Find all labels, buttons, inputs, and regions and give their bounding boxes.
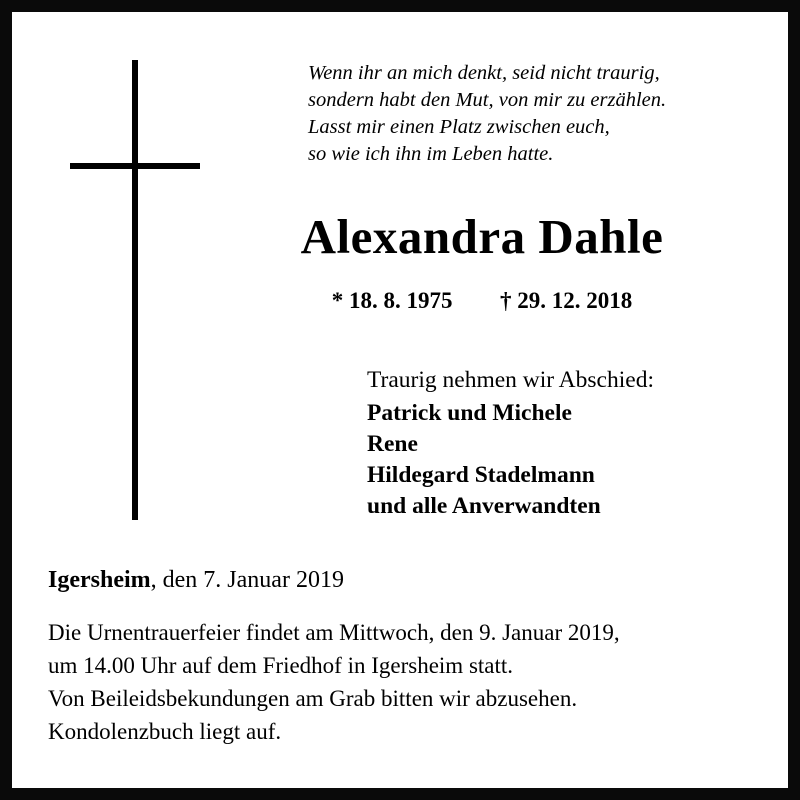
mourners-block	[367, 364, 767, 522]
notice-date: , den 7. Januar 2019	[150, 567, 344, 593]
funeral-detail-line-1: Die Urnentrauerfeier findet am Mittwoch, den 9. Januar 2019,	[48, 620, 620, 645]
mourner-3: Hildegard Stadelmann	[367, 462, 595, 488]
funeral-detail-line-2: um 14.00 Uhr auf dem Friedhof in Igersheim statt.	[48, 653, 514, 678]
memorial-verse	[308, 60, 778, 168]
verse-line-4: so wie ich ihn im Leben hatte.	[308, 143, 554, 165]
verse-line-1: Wenn ihr an mich denkt, seid nicht traurig,	[308, 62, 660, 84]
obituary-card	[12, 12, 788, 788]
funeral-detail-line-3: Von Beileidsbekundungen am Grab bitten wir abzusehen.	[48, 686, 578, 711]
cross-vertical-bar	[132, 60, 138, 520]
birth-date: * 18. 8. 1975	[331, 288, 453, 313]
mourner-4: und alle Anverwandten	[367, 493, 601, 519]
mourner-2: Rene	[367, 431, 418, 457]
death-date: † 29. 12. 2018	[500, 288, 633, 313]
life-dates	[202, 288, 762, 314]
mourners-list	[367, 398, 767, 522]
verse-line-3: Lasst mir einen Platz zwischen euch,	[308, 116, 610, 138]
place-and-date	[48, 564, 344, 596]
funeral-details	[48, 616, 768, 748]
mourners-intro: Traurig nehmen wir Abschied:	[367, 367, 654, 393]
mourner-1: Patrick und Michele	[367, 400, 572, 426]
deceased-name: Alexandra Dahle	[300, 209, 664, 264]
town-name: Igersheim	[48, 567, 151, 593]
cross-horizontal-bar	[70, 163, 200, 169]
verse-line-2: sondern habt den Mut, von mir zu erzählen.	[308, 89, 667, 111]
cross-icon	[70, 60, 200, 520]
funeral-detail-line-4: Kondolenzbuch liegt auf.	[48, 719, 282, 744]
